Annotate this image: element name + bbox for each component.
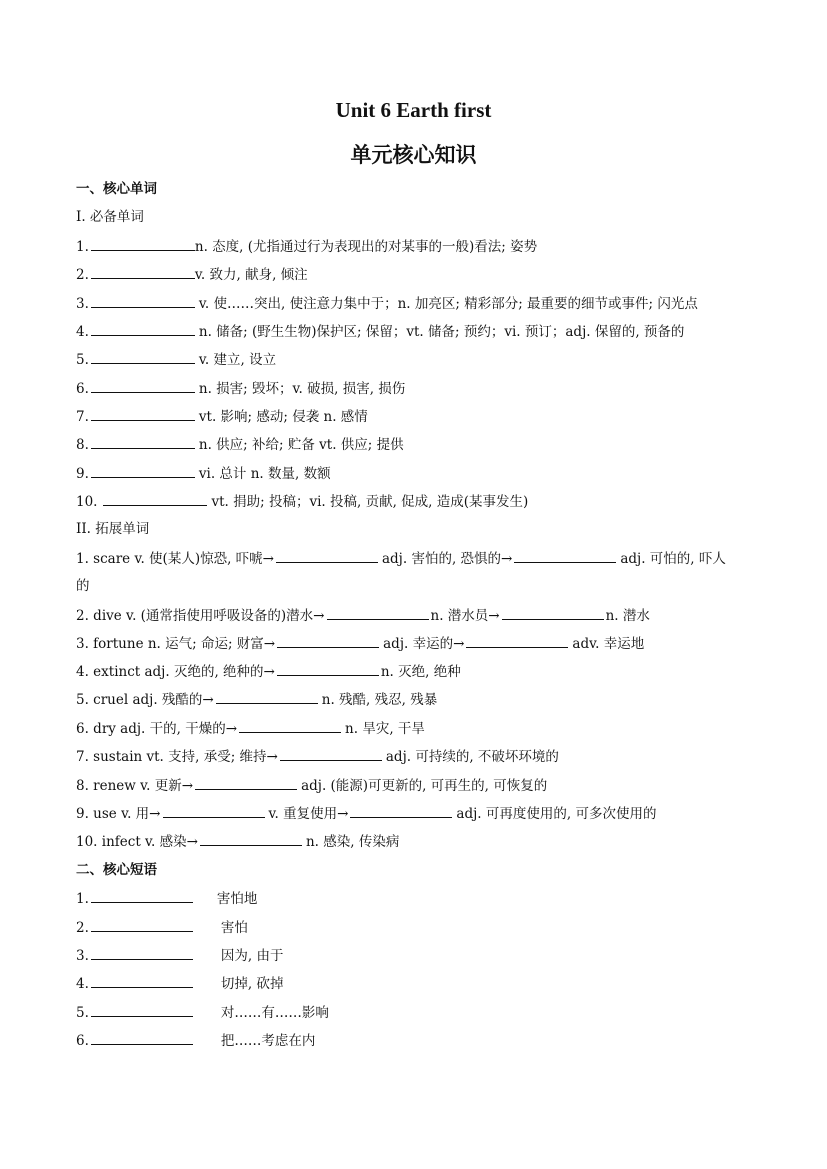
page-title: Unit 6 Earth first: [335, 98, 492, 122]
item-text: 害怕地: [216, 891, 258, 907]
item-text: n. 储备; (野生生物)保护区; 保留；vt. 储备; 预约；vi. 预订；adj. 保留的, 预备的: [198, 324, 685, 340]
item-number: 6.: [76, 381, 89, 397]
item-text: 7. sustain vt. 支持, 承受; 维持→: [76, 749, 278, 765]
item-number: 8.: [76, 437, 89, 453]
item-text: 把……考虑在内: [220, 1033, 316, 1049]
item-text: n. 潜水员→: [430, 608, 500, 624]
answer-blank[interactable]: [91, 322, 195, 336]
answer-blank[interactable]: [327, 606, 429, 620]
item-text: 9. use v. 用→: [76, 806, 161, 822]
answer-blank[interactable]: [91, 265, 195, 279]
answer-blank[interactable]: [216, 690, 318, 704]
word-item: [76, 435, 404, 455]
part-heading-required-words: I. 必备单词: [76, 209, 144, 225]
answer-blank[interactable]: [195, 776, 297, 790]
word-item: [76, 379, 405, 399]
item-text: 10. infect v. 感染→: [76, 834, 198, 850]
phrase-item: [76, 889, 257, 909]
item-number: 2.: [76, 920, 89, 936]
item-text: v. 致力, 献身, 倾注: [194, 267, 308, 283]
word-item: [76, 237, 537, 257]
word-item: [76, 832, 399, 852]
item-text: 因为, 由于: [220, 948, 284, 964]
phrase-item: [76, 918, 248, 938]
item-number: 3.: [76, 296, 89, 312]
answer-blank[interactable]: [91, 294, 195, 308]
item-number: 4.: [76, 976, 89, 992]
item-text: vi. 总计 n. 数量, 数额: [198, 466, 331, 482]
section-heading-core-phrases: 二、核心短语: [76, 862, 157, 878]
word-item: [76, 464, 331, 484]
answer-blank[interactable]: [200, 832, 302, 846]
answer-blank[interactable]: [103, 492, 207, 506]
item-number: 3.: [76, 948, 89, 964]
item-text: adj. 害怕的, 恐惧的→: [381, 551, 513, 567]
word-item: [76, 322, 684, 342]
answer-blank[interactable]: [280, 747, 382, 761]
item-text: n. 态度, (尤指通过行为表现出的对某事的一般)看法; 姿势: [194, 239, 538, 255]
answer-blank[interactable]: [91, 464, 195, 478]
answer-blank[interactable]: [277, 662, 379, 676]
answer-blank[interactable]: [350, 804, 452, 818]
answer-blank[interactable]: [277, 634, 379, 648]
item-text: adv. 幸运地: [572, 636, 645, 652]
item-text: 对……有……影响: [220, 1005, 329, 1021]
item-number: 5.: [76, 1005, 89, 1021]
answer-blank[interactable]: [502, 606, 604, 620]
item-text: 切掉, 砍掉: [220, 976, 284, 992]
item-text: 4. extinct adj. 灭绝的, 绝种的→: [76, 664, 275, 680]
word-item: [76, 804, 656, 824]
page-subtitle: 单元核心知识: [350, 142, 477, 167]
word-item: [76, 407, 368, 427]
item-number: 4.: [76, 324, 89, 340]
item-text: 5. cruel adj. 残酷的→: [76, 692, 214, 708]
item-text: 3. fortune n. 运气; 命运; 财富→: [76, 636, 276, 652]
word-item: [76, 549, 726, 569]
item-text: adj. 幸运的→: [383, 636, 465, 652]
word-item-continuation: 的: [76, 578, 90, 594]
item-text: n. 旱灾, 干旱: [345, 721, 425, 737]
item-number: 10.: [76, 494, 98, 510]
item-text: n. 灭绝, 绝种: [380, 664, 461, 680]
item-text: adj. (能源)可更新的, 可再生的, 可恢复的: [301, 778, 548, 794]
item-text: 1. scare v. 使(某人)惊恐, 吓唬→: [76, 551, 274, 567]
item-text: n. 残酷, 残忍, 残暴: [321, 692, 438, 708]
item-number: 9.: [76, 466, 89, 482]
word-item: [76, 747, 559, 767]
word-item: [76, 662, 461, 682]
item-text: n. 损害; 毁坏；v. 破损, 损害, 损伤: [198, 381, 406, 397]
item-text: v. 使……突出, 使注意力集中于；n. 加亮区; 精彩部分; 最重要的细节或事件; 闪光点: [198, 296, 698, 312]
word-item: [76, 634, 644, 654]
answer-blank[interactable]: [239, 719, 341, 733]
item-text: n. 感染, 传染病: [305, 834, 400, 850]
phrase-item: [76, 974, 283, 994]
item-number: 2.: [76, 267, 89, 283]
item-text: 8. renew v. 更新→: [76, 778, 194, 794]
item-text: 2. dive v. (通常指使用呼吸设备的)潜水→: [76, 608, 325, 624]
answer-blank[interactable]: [514, 549, 616, 563]
item-text: n. 潜水: [605, 608, 650, 624]
item-text: adj. 可持续的, 不破坏环境的: [385, 749, 559, 765]
section-heading-core-words: 一、核心单词: [76, 181, 157, 197]
item-number: 7.: [76, 409, 89, 425]
phrase-item: [76, 1003, 329, 1023]
answer-blank[interactable]: [91, 350, 195, 364]
item-number: 1.: [76, 239, 89, 255]
item-text: v. 建立, 设立: [198, 352, 277, 368]
word-item: [76, 492, 528, 512]
answer-blank[interactable]: [466, 634, 568, 648]
word-item: [76, 776, 547, 796]
word-item: [76, 690, 437, 710]
answer-blank[interactable]: [91, 974, 193, 988]
item-text: adj. 可怕的, 吓人: [620, 551, 726, 567]
answer-blank[interactable]: [91, 379, 195, 393]
item-text: vt. 影响; 感动; 侵袭 n. 感情: [198, 409, 368, 425]
answer-blank[interactable]: [91, 918, 193, 932]
word-item: [76, 294, 698, 314]
item-text: adj. 可再度使用的, 可多次使用的: [456, 806, 657, 822]
item-text: n. 供应; 补给; 贮备 vt. 供应; 提供: [198, 437, 404, 453]
item-number: 5.: [76, 352, 89, 368]
part-heading-extended-words: II. 拓展单词: [76, 521, 150, 537]
phrase-item: [76, 1031, 315, 1051]
word-item: [76, 606, 650, 626]
item-text: 害怕: [220, 920, 248, 936]
phrase-item: [76, 946, 283, 966]
word-item: [76, 265, 308, 285]
answer-blank[interactable]: [91, 889, 193, 903]
word-item: [76, 350, 276, 370]
answer-blank[interactable]: [91, 237, 195, 251]
item-text: 6. dry adj. 干的, 干燥的→: [76, 721, 238, 737]
item-number: 1.: [76, 891, 89, 907]
item-text: v. 重复使用→: [268, 806, 349, 822]
answer-blank[interactable]: [91, 1003, 193, 1017]
answer-blank[interactable]: [91, 435, 195, 449]
answer-blank[interactable]: [91, 946, 193, 960]
word-item: [76, 719, 425, 739]
answer-blank[interactable]: [163, 804, 265, 818]
item-number: 6.: [76, 1033, 89, 1049]
answer-blank[interactable]: [276, 549, 378, 563]
item-text: vt. 捐助; 投稿；vi. 投稿, 贡献, 促成, 造成(某事发生): [211, 494, 529, 510]
answer-blank[interactable]: [91, 407, 195, 421]
answer-blank[interactable]: [91, 1031, 193, 1045]
